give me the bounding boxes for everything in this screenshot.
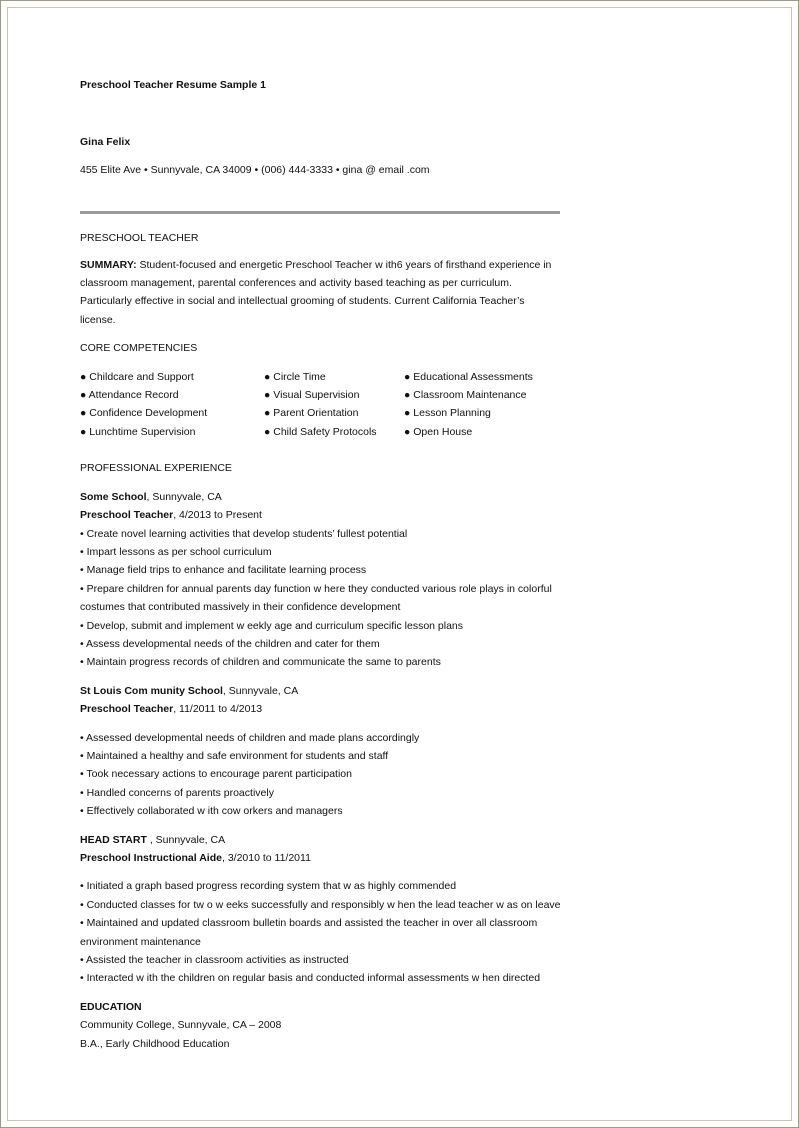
education-line-1: Community College, Sunnyvale, CA – 2008: [80, 1019, 282, 1031]
job1-dates: , 4/2013 to Present: [173, 509, 262, 521]
competency-item: ● Childcare and Support: [80, 371, 194, 383]
job1-title: Preschool Teacher: [80, 509, 174, 521]
job1-role: [80, 509, 262, 522]
competency-item: ● Attendance Record: [80, 389, 179, 401]
job3-bullet: • Maintained and updated classroom bulletin boards and assisted the teacher in over all classroom: [80, 917, 538, 929]
job2-employer: [80, 685, 298, 698]
summary-text-1: Student-focused and energetic Preschool Teacher w ith6 years of firsthand experience in: [136, 259, 552, 271]
job3-bullet: • Conducted classes for tw o w eeks successfully and responsibly w hen the lead teacher w as on leave: [80, 899, 561, 911]
contact-line: 455 Elite Ave • Sunnyvale, CA 34009 • (006) 444-3333 • gina @ email .com: [80, 164, 430, 176]
candidate-name: Gina Felix: [80, 136, 131, 148]
job3-bullet: • Assisted the teacher in classroom activities as instructed: [80, 954, 349, 966]
education-heading: EDUCATION: [80, 1001, 142, 1013]
headline: PRESCHOOL TEACHER: [80, 232, 199, 244]
competency-item: ● Circle Time: [264, 371, 326, 383]
job1-bullet: • Develop, submit and implement w eekly age and curriculum specific lesson plans: [80, 620, 464, 632]
job3-org: HEAD START: [80, 834, 150, 846]
summary-line-3: Particularly effective in social and intellectual grooming of students. Current California Teacher’s: [80, 295, 525, 307]
job3-role: [80, 852, 311, 865]
competency-item: ● Child Safety Protocols: [264, 426, 377, 438]
competency-item: ● Visual Supervision: [264, 389, 360, 401]
summary-label: SUMMARY:: [80, 259, 137, 271]
job2-location: , Sunnyvale, CA: [222, 685, 299, 697]
competency-item: ● Lunchtime Supervision: [80, 426, 196, 438]
job1-org: Some School: [80, 491, 147, 503]
job1-bullet: • Prepare children for annual parents day function w here they conducted various role plays in colorful: [80, 583, 552, 595]
job3-bullet: • Initiated a graph based progress recording system that w as highly commended: [80, 880, 457, 892]
job3-location: , Sunnyvale, CA: [149, 834, 226, 846]
competency-item: ● Parent Orientation: [264, 407, 359, 419]
document-title: Preschool Teacher Resume Sample 1: [80, 79, 266, 91]
summary-line-4: license.: [80, 314, 116, 326]
job2-role: [80, 703, 262, 716]
competency-item: ● Classroom Maintenance: [404, 389, 527, 401]
job1-bullet: • Assess developmental needs of the children and cater for them: [80, 638, 380, 650]
job2-bullet: • Took necessary actions to encourage parent participation: [80, 768, 352, 780]
job1-bullet: costumes that contributed massively in their confidence development: [80, 601, 401, 613]
job1-bullet: • Create novel learning activities that develop students’ fullest potential: [80, 528, 408, 540]
job1-employer: [80, 491, 222, 504]
job2-dates: , 11/2011 to 4/2013: [173, 703, 263, 715]
job2-org: St Louis Com munity School: [80, 685, 223, 697]
education-line-2: B.A., Early Childhood Education: [80, 1038, 230, 1050]
competency-item: ● Open House: [404, 426, 473, 438]
job2-bullet: • Assessed developmental needs of children and made plans accordingly: [80, 732, 420, 744]
job1-bullet: • Maintain progress records of children and communicate the same to parents: [80, 656, 441, 668]
job3-employer: [80, 834, 225, 847]
job2-title: Preschool Teacher: [80, 703, 174, 715]
job3-dates: , 3/2010 to 11/2011: [221, 852, 311, 864]
job3-bullet: environment maintenance: [80, 936, 201, 948]
competency-item: ● Confidence Development: [80, 407, 208, 419]
job3-bullet: • Interacted w ith the children on regular basis and conducted informal assessments w hen directed: [80, 972, 541, 984]
competencies-heading: CORE COMPETENCIES: [80, 342, 198, 354]
job1-bullet: • Manage field trips to enhance and facilitate learning process: [80, 564, 367, 576]
job1-location: , Sunnyvale, CA: [146, 491, 222, 503]
summary-line-1: [80, 259, 551, 272]
job2-bullet: • Handled concerns of parents proactively: [80, 787, 274, 799]
competency-item: ● Lesson Planning: [404, 407, 491, 419]
competency-item: ● Educational Assessments: [404, 371, 533, 383]
job2-bullet: • Effectively collaborated w ith cow orkers and managers: [80, 805, 343, 817]
job2-bullet: • Maintained a healthy and safe environment for students and staff: [80, 750, 389, 762]
job1-bullet: • Impart lessons as per school curriculum: [80, 546, 272, 558]
experience-heading: PROFESSIONAL EXPERIENCE: [80, 462, 232, 474]
job3-title: Preschool Instructional Aide: [80, 852, 222, 864]
summary-line-2: classroom management, parental conferences and activity based teaching as per curriculum.: [80, 277, 512, 289]
header-divider: [80, 211, 560, 214]
